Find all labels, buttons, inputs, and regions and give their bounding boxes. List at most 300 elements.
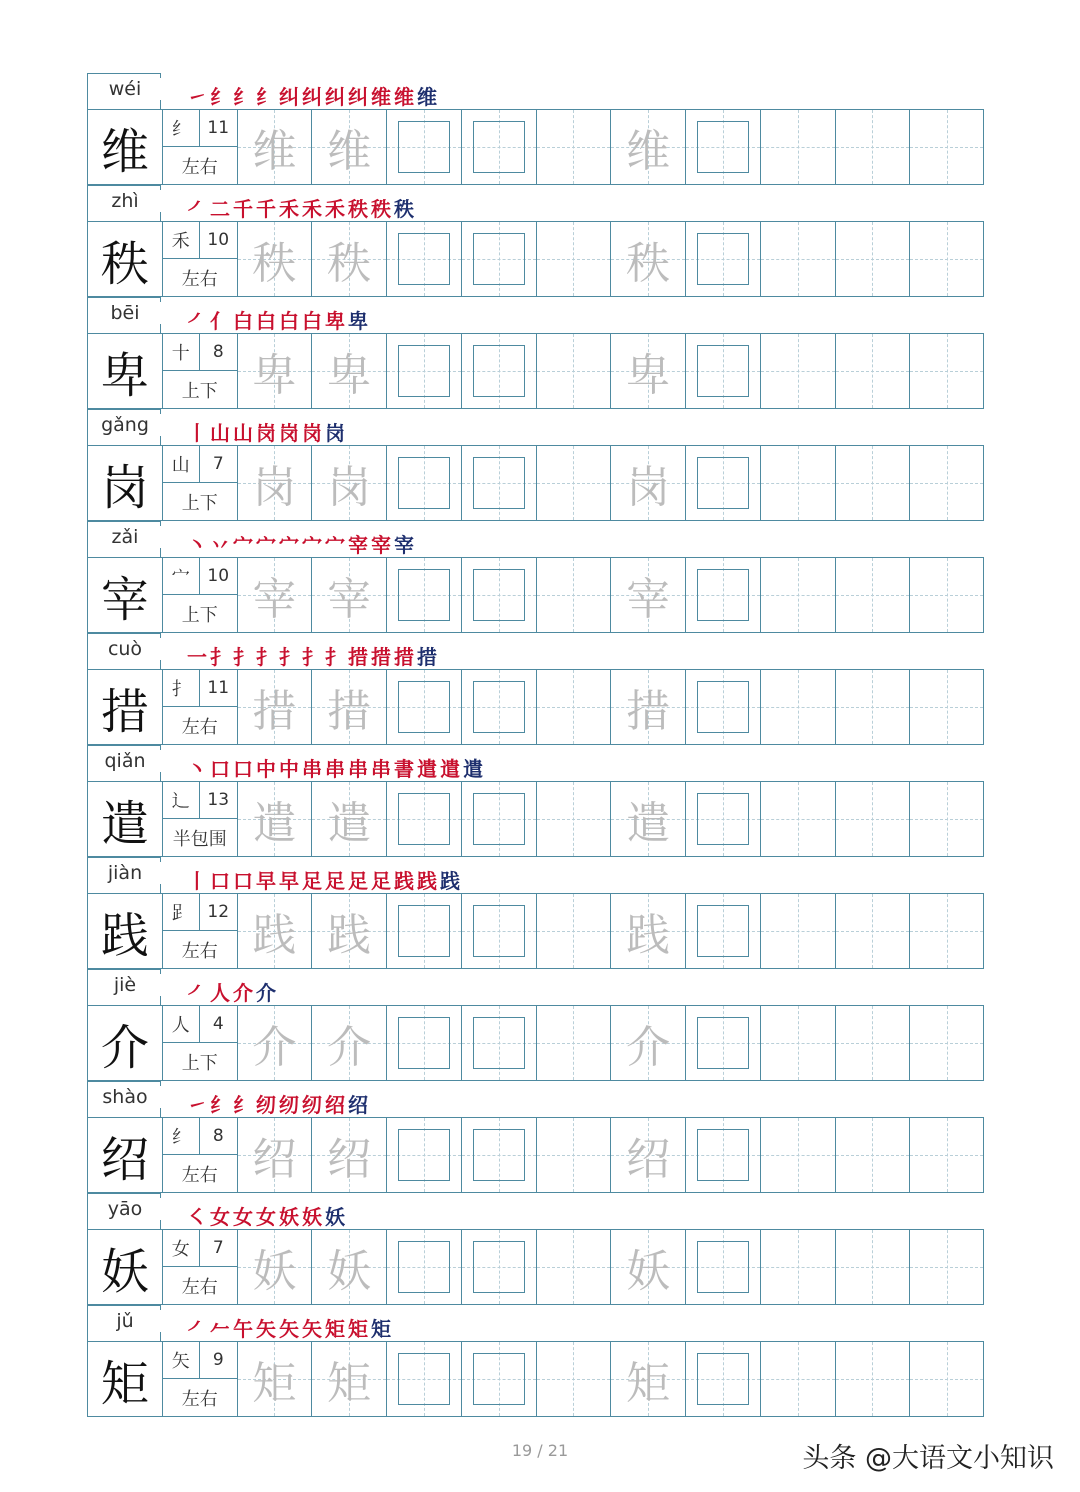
stroke-step: 禾: [302, 197, 325, 221]
stroke-step: 口: [233, 757, 256, 781]
blank-practice-cell: [835, 222, 910, 296]
radical: 宀: [163, 558, 200, 595]
stroke-step: ㇛: [187, 1205, 210, 1229]
inner-square: [398, 457, 450, 509]
tracing-character: 秩: [252, 238, 297, 289]
stroke-step: 早: [256, 869, 279, 893]
character-row: [87, 409, 984, 521]
stroke-step: 践: [394, 869, 417, 893]
stroke-count: 7: [200, 446, 237, 483]
tracing-character: 岗: [626, 462, 671, 513]
inner-square: [697, 345, 749, 397]
tracing-character: 卑: [327, 350, 372, 401]
structure: 左右: [181, 1164, 218, 1186]
stroke-step: 山: [233, 421, 256, 445]
practice-box-cell: [386, 334, 461, 408]
stroke-step: 遣: [417, 757, 440, 781]
stroke-step: 纠: [302, 85, 325, 109]
stroke-step: 𠂉: [210, 1317, 233, 1341]
tracing-character: 岗: [252, 462, 297, 513]
stroke-step: 女: [256, 1205, 279, 1229]
character-row: [87, 521, 984, 633]
character-info-cell: [162, 1342, 237, 1416]
blank-practice-cell: [536, 782, 611, 856]
character-row: [87, 1081, 984, 1193]
radical: 女: [163, 1230, 200, 1267]
tracing-cell: [610, 1118, 685, 1192]
main-character: 介: [100, 1019, 149, 1076]
stroke-step: 宰: [371, 533, 394, 557]
stroke-step: 措: [371, 645, 394, 669]
pinyin-box: [87, 633, 161, 669]
tracing-character: 绍: [252, 1134, 297, 1185]
inner-square: [398, 1017, 450, 1069]
stroke-step: 丨: [187, 421, 210, 445]
stroke-step: 秩: [394, 197, 417, 221]
blank-practice-cell: [909, 1006, 984, 1080]
blank-practice-cell: [760, 1006, 835, 1080]
blank-practice-cell: [536, 1006, 611, 1080]
stroke-step: 绍: [348, 1093, 371, 1117]
stroke-step: 中: [256, 757, 279, 781]
practice-box-cell: [685, 558, 760, 632]
practice-box-cell: [685, 222, 760, 296]
stroke-step: 纟: [210, 85, 233, 109]
inner-square: [697, 793, 749, 845]
tracing-cell: [610, 670, 685, 744]
tracing-cell: [237, 670, 312, 744]
blank-practice-cell: [909, 334, 984, 408]
stroke-step: 口: [210, 757, 233, 781]
practice-box-cell: [461, 110, 536, 184]
stroke-step: 措: [394, 645, 417, 669]
tracing-cell: [610, 110, 685, 184]
inner-square: [473, 1017, 525, 1069]
tracing-character: 绍: [626, 1134, 671, 1185]
tracing-character: 宰: [252, 574, 297, 625]
blank-practice-cell: [909, 446, 984, 520]
tracing-cell: [237, 334, 312, 408]
stroke-step: 禾: [325, 197, 348, 221]
stroke-step: 介: [233, 981, 256, 1005]
tracing-character: 矩: [327, 1358, 372, 1409]
stroke-order: [187, 417, 348, 445]
pinyin: [88, 1198, 162, 1220]
inner-square: [398, 681, 450, 733]
inner-square: [398, 569, 450, 621]
pinyin: [88, 862, 162, 884]
main-character: 卑: [100, 347, 149, 404]
stroke-step: 扌: [279, 645, 302, 669]
tracing-character: 宰: [626, 574, 671, 625]
character-info-cell: [162, 222, 237, 296]
stroke-order: [187, 753, 486, 781]
inner-square: [473, 793, 525, 845]
tracing-character: 践: [327, 910, 372, 961]
stroke-step: 遣: [440, 757, 463, 781]
practice-box-cell: [461, 222, 536, 296]
stroke-step: 串: [325, 757, 348, 781]
practice-box-cell: [386, 1118, 461, 1192]
character-row: [87, 1305, 984, 1417]
page-number: 19 / 21: [511, 1441, 569, 1460]
tracing-cell: [610, 894, 685, 968]
stroke-step: 纟: [233, 1093, 256, 1117]
inner-square: [697, 233, 749, 285]
blank-practice-cell: [536, 894, 611, 968]
pinyin-text: jǔ: [116, 1310, 134, 1332]
main-character-cell: [87, 1118, 162, 1192]
pinyin: [88, 526, 162, 548]
blank-practice-cell: [835, 1230, 910, 1304]
main-character-cell: [87, 558, 162, 632]
watermark: 头条 @大语文小知识: [802, 1443, 1054, 1474]
stroke-step: 中: [279, 757, 302, 781]
pinyin-box: [87, 1193, 161, 1229]
stroke-step: 白: [302, 309, 325, 333]
blank-practice-cell: [835, 670, 910, 744]
tracing-character: 妖: [327, 1246, 372, 1297]
stroke-step: 措: [348, 645, 371, 669]
tracing-character: 矩: [252, 1358, 297, 1409]
tracing-character: 遣: [252, 798, 297, 849]
practice-box-cell: [461, 1006, 536, 1080]
inner-square: [697, 1353, 749, 1405]
stroke-order: [187, 305, 371, 333]
practice-box-cell: [685, 446, 760, 520]
inner-square: [398, 233, 450, 285]
structure: 上下: [181, 604, 218, 626]
structure: 左右: [181, 156, 218, 178]
tracing-cell: [311, 222, 386, 296]
stroke-step: 宀: [256, 533, 279, 557]
character-info-cell: [162, 782, 237, 856]
stroke-count: 7: [200, 1230, 237, 1267]
blank-practice-cell: [835, 894, 910, 968]
blank-practice-cell: [760, 110, 835, 184]
tracing-cell: [237, 110, 312, 184]
pinyin: [88, 1310, 162, 1332]
stroke-step: ㇒: [187, 981, 210, 1005]
radical: 矢: [163, 1342, 200, 1379]
blank-practice-cell: [536, 222, 611, 296]
inner-square: [398, 793, 450, 845]
stroke-step: 扌: [233, 645, 256, 669]
tracing-cell: [237, 1230, 312, 1304]
stroke-step: 岗: [279, 421, 302, 445]
stroke-step: 妖: [302, 1205, 325, 1229]
practice-box-cell: [386, 782, 461, 856]
writing-grid: [87, 1341, 984, 1417]
pinyin-box: [87, 857, 161, 893]
pinyin: [88, 750, 162, 772]
pinyin: [88, 190, 162, 212]
stroke-step: 白: [256, 309, 279, 333]
practice-box-cell: [461, 334, 536, 408]
blank-practice-cell: [909, 1342, 984, 1416]
inner-square: [697, 1129, 749, 1181]
blank-practice-cell: [536, 446, 611, 520]
radical: 人: [163, 1006, 200, 1043]
pinyin-text: qiǎn: [104, 750, 146, 772]
tracing-cell: [237, 446, 312, 520]
pinyin: [88, 78, 162, 100]
tracing-cell: [311, 334, 386, 408]
main-character-cell: [87, 1006, 162, 1080]
stroke-step: 岗: [256, 421, 279, 445]
stroke-step: 践: [417, 869, 440, 893]
blank-practice-cell: [760, 1230, 835, 1304]
practice-box-cell: [386, 110, 461, 184]
practice-box-cell: [461, 782, 536, 856]
stroke-step: 措: [417, 645, 440, 669]
practice-box-cell: [461, 1230, 536, 1304]
character-info-cell: [162, 334, 237, 408]
stroke-step: 矩: [371, 1317, 394, 1341]
inner-square: [398, 345, 450, 397]
character-info-cell: [162, 446, 237, 520]
tracing-cell: [311, 110, 386, 184]
tracing-cell: [610, 1230, 685, 1304]
practice-box-cell: [386, 894, 461, 968]
stroke-step: 書: [394, 757, 417, 781]
tracing-character: 介: [626, 1022, 671, 1073]
writing-grid: [87, 1005, 984, 1081]
tracing-cell: [237, 1342, 312, 1416]
main-character-cell: [87, 110, 162, 184]
main-character: 措: [100, 683, 149, 740]
stroke-step: 丶: [187, 533, 210, 557]
stroke-step: ㇀: [187, 1093, 210, 1117]
main-character: 宰: [100, 571, 149, 628]
pinyin-box: [87, 1081, 161, 1117]
radical: 辶: [163, 782, 200, 819]
character-info-cell: [162, 670, 237, 744]
inner-square: [398, 121, 450, 173]
writing-grid: [87, 557, 984, 633]
stroke-step: 扌: [302, 645, 325, 669]
stroke-step: 维: [371, 85, 394, 109]
writing-grid: [87, 1229, 984, 1305]
tracing-cell: [311, 446, 386, 520]
stroke-step: 串: [302, 757, 325, 781]
tracing-cell: [311, 1342, 386, 1416]
radical: 禾: [163, 222, 200, 259]
tracing-cell: [610, 1342, 685, 1416]
inner-square: [398, 905, 450, 957]
inner-square: [473, 121, 525, 173]
structure: 上下: [181, 1052, 218, 1074]
stroke-step: 二: [210, 197, 233, 221]
tracing-cell: [610, 446, 685, 520]
stroke-step: 白: [233, 309, 256, 333]
practice-box-cell: [685, 1006, 760, 1080]
pinyin-text: bēi: [110, 302, 140, 324]
blank-practice-cell: [760, 894, 835, 968]
inner-square: [473, 569, 525, 621]
stroke-step: 矢: [302, 1317, 325, 1341]
practice-box-cell: [685, 782, 760, 856]
practice-box-cell: [386, 670, 461, 744]
stroke-step: 秩: [371, 197, 394, 221]
blank-practice-cell: [909, 782, 984, 856]
blank-practice-cell: [536, 670, 611, 744]
tracing-cell: [237, 894, 312, 968]
pinyin-box: [87, 185, 161, 221]
pinyin-box: [87, 409, 161, 445]
inner-square: [473, 1241, 525, 1293]
inner-square: [697, 1017, 749, 1069]
writing-grid: [87, 1117, 984, 1193]
pinyin-box: [87, 969, 161, 1005]
stroke-step: 维: [417, 85, 440, 109]
inner-square: [473, 233, 525, 285]
tracing-cell: [237, 1006, 312, 1080]
stroke-step: 卑: [325, 309, 348, 333]
character-info-cell: [162, 1006, 237, 1080]
stroke-step: ㇒: [187, 1317, 210, 1341]
tracing-character: 措: [626, 686, 671, 737]
character-row: [87, 297, 984, 409]
stroke-step: 口: [210, 869, 233, 893]
structure: 左右: [181, 716, 218, 738]
stroke-step: 矢: [256, 1317, 279, 1341]
stroke-step: 一: [187, 645, 210, 669]
structure: 半包围: [172, 828, 227, 850]
stroke-order: [187, 865, 463, 893]
blank-practice-cell: [909, 1230, 984, 1304]
practice-box-cell: [386, 558, 461, 632]
practice-box-cell: [461, 894, 536, 968]
practice-box-cell: [461, 558, 536, 632]
stroke-step: 丨: [187, 869, 210, 893]
main-character-cell: [87, 334, 162, 408]
stroke-step: ㇒: [187, 197, 210, 221]
blank-practice-cell: [835, 334, 910, 408]
structure: 左右: [181, 268, 218, 290]
stroke-step: 禾: [279, 197, 302, 221]
radical: 纟: [163, 110, 200, 147]
blank-practice-cell: [760, 334, 835, 408]
stroke-step: 口: [233, 869, 256, 893]
pinyin: [88, 414, 162, 436]
stroke-step: 足: [325, 869, 348, 893]
inner-square: [697, 569, 749, 621]
pinyin-text: zhì: [111, 190, 139, 212]
writing-grid: [87, 445, 984, 521]
tracing-cell: [610, 1006, 685, 1080]
stroke-step: 纠: [325, 85, 348, 109]
stroke-step: 千: [256, 197, 279, 221]
tracing-character: 卑: [626, 350, 671, 401]
blank-practice-cell: [760, 1342, 835, 1416]
blank-practice-cell: [909, 222, 984, 296]
writing-grid: [87, 781, 984, 857]
character-row: [87, 633, 984, 745]
main-character: 矩: [100, 1355, 149, 1412]
main-character: 妖: [100, 1243, 149, 1300]
stroke-step: 扌: [256, 645, 279, 669]
blank-practice-cell: [909, 110, 984, 184]
inner-square: [697, 457, 749, 509]
pinyin-text: cuò: [107, 638, 143, 660]
tracing-cell: [237, 222, 312, 296]
stroke-step: 早: [279, 869, 302, 893]
character-info-cell: [162, 894, 237, 968]
pinyin-text: jiè: [113, 974, 137, 996]
stroke-step: 纠: [279, 85, 302, 109]
stroke-count: 10: [200, 222, 237, 259]
stroke-step: 秩: [348, 197, 371, 221]
character-row: [87, 73, 984, 185]
main-character-cell: [87, 222, 162, 296]
stroke-step: 足: [371, 869, 394, 893]
pinyin-box: [87, 521, 161, 557]
stroke-step: 宰: [348, 533, 371, 557]
main-character: 遣: [100, 795, 149, 852]
stroke-step: 山: [210, 421, 233, 445]
stroke-order: [187, 81, 440, 109]
pinyin-text: yāo: [107, 1198, 143, 1220]
practice-box-cell: [685, 110, 760, 184]
stroke-step: 午: [233, 1317, 256, 1341]
inner-square: [697, 121, 749, 173]
tracing-cell: [610, 222, 685, 296]
stroke-order: [187, 641, 440, 669]
blank-practice-cell: [835, 446, 910, 520]
stroke-order: [187, 193, 417, 221]
tracing-cell: [311, 1006, 386, 1080]
main-character: 岗: [100, 459, 149, 516]
structure: 上下: [181, 492, 218, 514]
inner-square: [697, 905, 749, 957]
character-row: [87, 1193, 984, 1305]
tracing-cell: [311, 1230, 386, 1304]
stroke-step: 纟: [210, 1093, 233, 1117]
inner-square: [473, 1129, 525, 1181]
tracing-character: 岗: [327, 462, 372, 513]
stroke-step: 纠: [348, 85, 371, 109]
stroke-step: 矩: [348, 1317, 371, 1341]
stroke-count: 13: [200, 782, 237, 819]
stroke-step: 矢: [279, 1317, 302, 1341]
stroke-step: 遣: [463, 757, 486, 781]
blank-practice-cell: [909, 1118, 984, 1192]
pinyin-text: wéi: [108, 78, 142, 100]
tracing-cell: [610, 782, 685, 856]
inner-square: [697, 681, 749, 733]
main-character-cell: [87, 894, 162, 968]
stroke-step: 纫: [256, 1093, 279, 1117]
inner-square: [398, 1241, 450, 1293]
practice-box-cell: [386, 1230, 461, 1304]
tracing-character: 遣: [327, 798, 372, 849]
pinyin-box: [87, 297, 161, 333]
stroke-step: 串: [371, 757, 394, 781]
practice-box-cell: [685, 1230, 760, 1304]
stroke-step: 妖: [279, 1205, 302, 1229]
main-character-cell: [87, 1230, 162, 1304]
tracing-character: 妖: [626, 1246, 671, 1297]
tracing-cell: [311, 782, 386, 856]
blank-practice-cell: [760, 222, 835, 296]
stroke-count: 8: [200, 1118, 237, 1155]
stroke-step: 妖: [325, 1205, 348, 1229]
stroke-step: 维: [394, 85, 417, 109]
character-row: [87, 969, 984, 1081]
tracing-character: 遣: [626, 798, 671, 849]
inner-square: [473, 457, 525, 509]
